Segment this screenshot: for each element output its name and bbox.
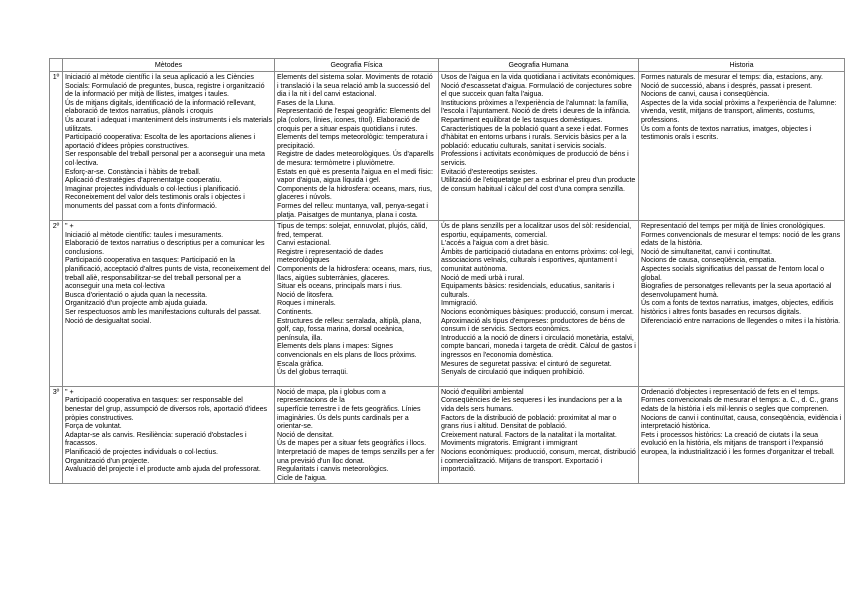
cell-line: Nocions econòmiques: producció, consum, mercat, distribució i comercialització. Mitjans de transport. Exportació i importació. bbox=[441, 447, 636, 474]
cell-line: superfície terrestre i de fets geogràfics. Línies imaginàries. Ús dels punts cardinals per a orientar-se. bbox=[277, 404, 421, 431]
cell-line: Característiques de la població quant a sexe i edat. Formes d'hàbitat en entorns urbans i rurals. Servicis bàsics per a la població: educatiu culturals, sanitat i servicis socials. bbox=[441, 124, 629, 150]
cell-line: Senyals de circulació que indiquen prohibició. bbox=[441, 368, 585, 377]
cell-line: Situar els oceans, principals mars i rius. bbox=[277, 282, 402, 291]
cell-line: Biografies de personatges rellevants per la seua aportació al desenvolupament humà. bbox=[641, 282, 832, 299]
cell-line: Regularitats i canvis meteorològics. bbox=[277, 465, 389, 474]
cell-line: Organització d'un projecte. bbox=[65, 456, 150, 465]
cell-line: Noció de medi urbà i rural. bbox=[441, 273, 525, 282]
cell-line: Immigració. bbox=[441, 299, 478, 308]
cell-spacer bbox=[441, 377, 636, 385]
cell-line: Registre i representació de dades meteorològiques bbox=[277, 247, 384, 265]
cell-line: Ús com a fonts de textos narratius, imatges, objectes, edificis històrics i altres fonts basades en recursos digitals. bbox=[641, 299, 834, 317]
cell-line: Àmbits de participació ciutadana en entorns pròxims: col·legi, associacions veïnals, culturals i esportives, ajuntament i comunitat autònoma. bbox=[441, 247, 634, 274]
table-row bbox=[50, 221, 845, 387]
cell-line: Aproximació als tipus d'empreses: productores de béns de consum i de servicis. Sectors econòmics. bbox=[441, 316, 625, 334]
cell-line: Nocions de canvi i continuïtat, causa, conseqüència, evidència i interpretació històrica. bbox=[641, 413, 842, 431]
cell-historia bbox=[639, 386, 845, 484]
cell-line: Força de voluntat. bbox=[65, 422, 122, 431]
cell-line: Noció de simultaneïtat, canvi i continuïtat. bbox=[641, 247, 772, 256]
cell-line: Ús de mitjans digitals, identificació de la informació rellevant, elaboració de textos narratius, plànols i croquis bbox=[65, 98, 256, 116]
cell-line: Organització d'un projecte amb ajuda guiada. bbox=[65, 299, 208, 308]
cell-line: Elements del temps meteorològic: temperatura i precipitació. bbox=[277, 133, 428, 150]
cell-line: Introducció a la noció de diners i circulació monetària, estalvi, compte bancari, moneda i targeta de crèdit. Càlcul de gastos i ingressos en l'economia domèstica. bbox=[441, 333, 636, 359]
cell-line: Fets i processos històrics: La creació de ciutats i la seua evolució en la història, els mitjans de transport i l'expansió europea, la industrialització i les formes d'organitzar el treball. bbox=[641, 430, 835, 456]
header-course bbox=[50, 59, 63, 72]
cell-spacer bbox=[277, 377, 436, 385]
cell-line: Tipus de temps: solejat, ennuvolat, plujós, càlid, fred, temperat. bbox=[277, 222, 428, 239]
course-label: 2º bbox=[50, 221, 63, 387]
course-label: 3º bbox=[50, 386, 63, 484]
cell-metodes bbox=[63, 221, 275, 387]
cell-line: Estructures de relleu: serralada, altiplà, plana, golf, cap, fossa marina, dorsal oceànica, península, illa. bbox=[277, 316, 422, 342]
cell-line: Ordenació d'objectes i representació de fets en el temps. Formes convencionals de mesurar el temps: a. C., d. C., grans edats de la història i els mil·lennis o segles que comprenen. bbox=[641, 387, 839, 413]
cell-line: Institucions pròximes a l'experiència de l'alumnat: la família, l'escola i l'ajuntament. Noció de drets i deures de la infància. bbox=[441, 98, 631, 116]
cell-line: Noció d'equilibri ambiental bbox=[441, 387, 524, 396]
cell-line: Repartiment equilibrat de les tasques domèstiques. bbox=[441, 115, 603, 124]
cell-line: Noció de desigualtat social. bbox=[65, 316, 152, 325]
cell-line: " + bbox=[65, 222, 74, 231]
cell-line: Elements dels plans i mapes: Signes convencionals en els plans de llocs pròxims. Escala gràfica. bbox=[277, 342, 417, 368]
cell-geografia-humana bbox=[439, 221, 639, 387]
cell-line: Formes convencionals de mesurar el temps: noció de les grans edats de la història. bbox=[641, 230, 841, 248]
cell-line: Interpretació de mapes de temps senzills per a fer una previsió d'un lloc donat. bbox=[277, 447, 435, 465]
cell-line: Conseqüències de les sequeres i les inundacions per a la vida dels sers humans. bbox=[441, 396, 623, 413]
cell-line: Participació cooperativa en tasques: Participació en la planificació, acceptació d'altres punts de vista, reconeixement del treball aliè, responsabilitzar-se del treball personal per a aconseguir una meta col·lectiva bbox=[65, 256, 271, 291]
cell-line: Moviments migratoris. Emigrant i immigrant bbox=[441, 439, 578, 448]
cell-line: Utilització de l'etiquetatge per a esbrinar el preu d'un producte de consum habitual i càlcul del cost d'una compra senzilla. bbox=[441, 176, 636, 193]
cell-line: Roques i minerals. bbox=[277, 299, 336, 308]
cell-line: Adaptar-se als canvis. Resiliència: superació d'obstacles i fracassos. bbox=[65, 430, 247, 448]
cell-line: Ús del globus terraqüi. bbox=[277, 368, 348, 377]
cell-line: Elaboració de textos narratius o descriptius per a comunicar les conclusions. bbox=[65, 239, 265, 256]
cell-line: Ser respectuosos amb les manifestacions culturals del passat. bbox=[65, 308, 261, 317]
cell-line: Planificació de projectes individuals o col·lectius. bbox=[65, 447, 218, 456]
cell-line: L'accés a l'aigua com a dret bàsic. bbox=[441, 239, 549, 248]
header-metodes: Mètodes bbox=[63, 59, 275, 72]
cell-line: Reconeixement del valor dels testimonis orals i objectes i monuments del passat com a fonts d'informació. bbox=[65, 193, 245, 210]
cell-geografia-humana bbox=[439, 386, 639, 484]
course-label: 1º bbox=[50, 72, 63, 221]
curriculum-table bbox=[49, 58, 845, 484]
cell-line: Creixement natural. Factors de la natalitat i la mortalitat. bbox=[441, 430, 617, 439]
cell-line: Participació cooperativa en tasques: ser responsable del benestar del grup, assumpció de diversos rols, aportació d'idees pròpies constructives. bbox=[65, 396, 268, 422]
cell-line: Iniciació al mètode científic i la seua aplicació a les Ciències Socials: Formulació de preguntes, busca, registre i organització de la informació per mitjà de llistes, imatges i taules. bbox=[65, 73, 265, 99]
cell-line: Evitació d'estereotips sexistes. bbox=[441, 167, 538, 176]
cell-line: Noció de densitat. bbox=[277, 430, 334, 439]
cell-line: Ús de mapes per a situar fets geogràfics i llocs. bbox=[277, 439, 427, 448]
cell-line: Canvi estacional. bbox=[277, 239, 332, 248]
cell-line: Avaluació del projecte i el producte amb ajuda del professorat. bbox=[65, 465, 261, 474]
cell-line: Factors de la distribució de població: proximitat al mar o grans rius i altitud. Densitat de població. bbox=[441, 413, 617, 431]
cell-line: Aspectes de la vida social pròxims a l'experiència de l'alumne: vivenda, vestit, mitjans de transport, aliments, costums, professions. bbox=[641, 98, 837, 124]
cell-line: Nocions econòmiques bàsiques: producció, consum i mercat. bbox=[441, 308, 634, 317]
cell-line: Ús com a fonts de textos narratius, imatges, objectes i testimonis orals i escrits. bbox=[641, 124, 812, 142]
cell-line: Iniciació al mètode científic: taules i mesuraments. bbox=[65, 230, 224, 239]
cell-geografia-humana bbox=[439, 72, 639, 221]
cell-line: Professions i activitats econòmiques de producció de béns i servicis. bbox=[441, 150, 629, 167]
cell-line: Mesures de seguretat passiva: el cinturó de seguretat. bbox=[441, 359, 612, 368]
cell-historia bbox=[639, 72, 845, 221]
header-geografia-humana: Geografia Humana bbox=[439, 59, 639, 72]
cell-line: Diferenciació entre narracions de llegendes o mites i la història. bbox=[641, 316, 841, 325]
cell-line: Ús acurat i adequat i manteniment dels instruments i els materials utilitzats. bbox=[65, 115, 272, 133]
cell-line: Components de la hidrosfera: oceans, mars, rius, glaceres i núvols. bbox=[277, 184, 432, 202]
table-row bbox=[50, 72, 845, 221]
header-geografia-fisica: Geografia Física bbox=[275, 59, 439, 72]
cell-line: Noció d'escassetat d'aigua. Formulació de conjectures sobre el que succeix quan falta l'aigua. bbox=[441, 81, 632, 99]
cell-line: Fases de la Lluna. bbox=[277, 98, 335, 107]
cell-line: Esforç-ar-se. Constància i hàbits de treball. bbox=[65, 167, 201, 176]
cell-line: Usos de l'aigua en la vida quotidiana i activitats econòmiques. bbox=[441, 73, 636, 81]
table-row bbox=[50, 386, 845, 484]
cell-metodes bbox=[63, 386, 275, 484]
cell-spacer bbox=[641, 325, 842, 333]
cell-line: Imaginar projectes individuals o col·lectius i planificació. bbox=[65, 184, 241, 193]
cell-line: Nocions de canvi, causa i conseqüència. bbox=[641, 90, 770, 99]
cell-historia bbox=[639, 221, 845, 387]
cell-line: Participació cooperativa: Escolta de les aportacions alienes i aportació d'idees pròpies constructives. bbox=[65, 133, 256, 150]
cell-line: " + bbox=[65, 387, 74, 396]
cell-line: Registre de dades meteorològiques. Ús d'aparells de mesura: termòmetre i pluviòmetre. bbox=[277, 150, 434, 167]
cell-line: Aplicació d'estratègies d'aprenentatge cooperatiu. bbox=[65, 176, 222, 185]
cell-line: Representació del temps per mitjà de línies cronològiques. bbox=[641, 222, 826, 231]
cell-geografia-fisica bbox=[275, 386, 439, 484]
cell-line: Noció de litosfera. bbox=[277, 290, 334, 299]
cell-line: Noció de mapa, pla i globus com a representacions de la bbox=[277, 387, 386, 405]
cell-line: Components de la hidrosfera: oceans, mars, rius, llacs, aigües subterrànies, glaceres. bbox=[277, 265, 432, 282]
cell-line: Busca d'orientació o ajuda quan la necessita. bbox=[65, 290, 208, 299]
cell-line: Continents. bbox=[277, 308, 313, 317]
cell-line: Aspectes socials significatius del passat de l'entorn local o global. bbox=[641, 265, 825, 282]
cell-line: Elements del sistema solar. Moviments de rotació i translació i la seua relació amb la successió del dia i la nit i del canvi estacional. bbox=[277, 73, 433, 99]
cell-line: Formes del relleu: muntanya, vall, penya-segat i platja. Paisatges de muntanya, plana i costa. bbox=[277, 201, 429, 219]
cell-line: Ser responsable del treball personal per a aconseguir una meta col·lectiva. bbox=[65, 150, 265, 167]
cell-line: Cicle de l'aigua. bbox=[277, 473, 327, 482]
cell-line: Ús de plans senzills per a localitzar usos del sòl: residencial, esportiu, equipaments, comercial. bbox=[441, 222, 632, 239]
cell-geografia-fisica bbox=[275, 72, 439, 221]
cell-metodes bbox=[63, 72, 275, 221]
cell-line: Equipaments bàsics: residencials, educatius, sanitaris i culturals. bbox=[441, 282, 615, 299]
cell-line: Nocions de causa, conseqüència, empatia. bbox=[641, 256, 777, 265]
cell-line: Representació de l'espai geogràfic: Elements del pla (colors, línies, icones, títol). Elaboració de croquis per a situar espais quotidians i rutes. bbox=[277, 107, 431, 133]
cell-geografia-fisica bbox=[275, 221, 439, 387]
header-historia: Historia bbox=[639, 59, 845, 72]
cell-spacer bbox=[65, 325, 272, 333]
cell-line: Estats en què es presenta l'aigua en el medi físic: vapor d'aigua, aigua líquida i gel. bbox=[277, 167, 433, 185]
cell-line: Formes naturals de mesurar el temps: dia, estacions, any. Noció de successió, abans i després, passat i present. bbox=[641, 73, 824, 90]
header-row bbox=[50, 59, 845, 72]
